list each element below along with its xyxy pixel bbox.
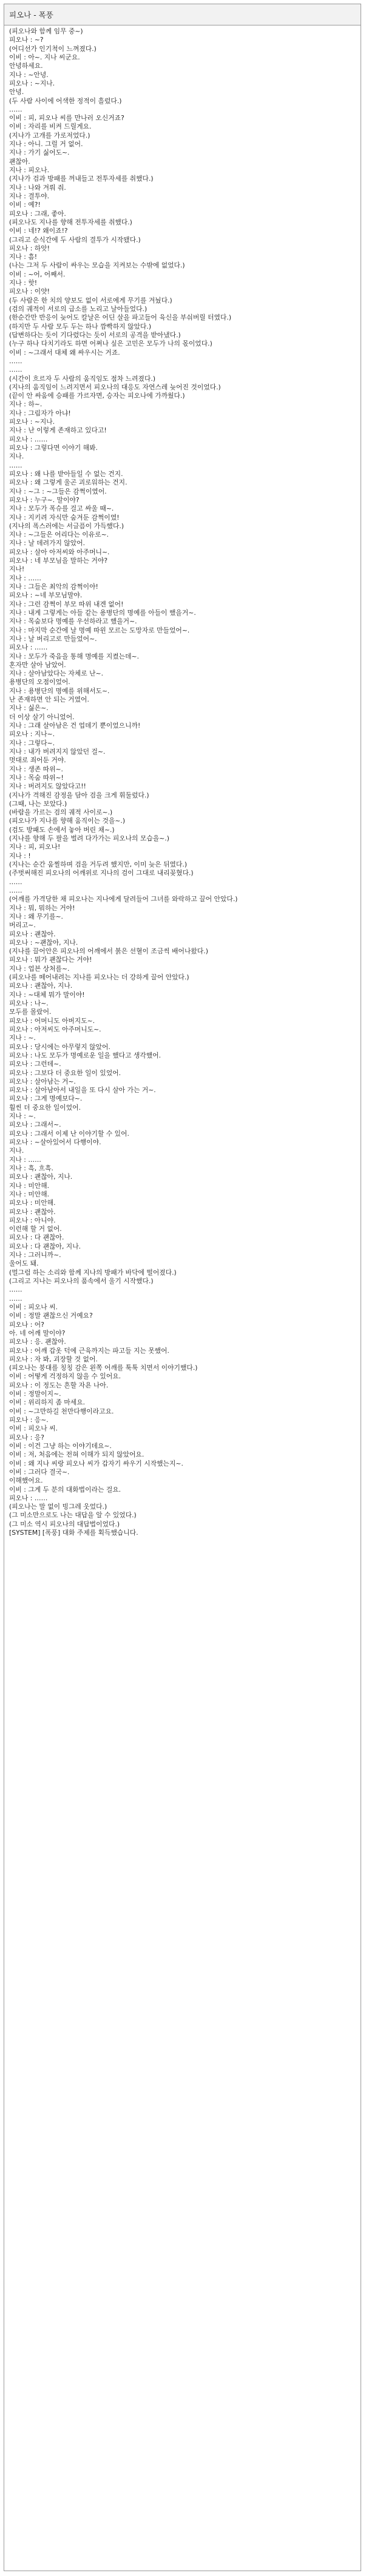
dialogue-line: 피오나 : 살아남는 거~. bbox=[9, 1077, 76, 1085]
dialogue-line: 지나 : 업븐 상처를~. bbox=[9, 964, 70, 973]
dialogue-line: 피오나 : 어머니도 아버지도~. bbox=[9, 1016, 95, 1025]
dialogue-line: 지나 : 그러니까~. bbox=[9, 1251, 61, 1259]
dialogue-line: 피오나 : 자 봐, 괴장할 것 없어. bbox=[9, 1355, 98, 1363]
dialogue-line: 이비 : 피, 피오나 씨를 만나러 오신거죠? bbox=[9, 114, 124, 122]
dialogue-line: 지나 : ! bbox=[9, 851, 31, 860]
dialogue-line: 모두를 몰랐어. bbox=[9, 1008, 52, 1016]
dialogue-body bbox=[4, 25, 361, 1537]
dialogue-line: 지나 : 그림자가 아냐! bbox=[9, 409, 71, 417]
dialogue-line: 피오나 : 그래서 이제 난 이야기할 수 있어. bbox=[9, 1129, 129, 1138]
dialogue-line: 이비 : 어떻게 걱정하지 않을 수 있어요. bbox=[9, 1372, 121, 1381]
dialogue-line: 피오나 : 다 괜찮아. bbox=[9, 1233, 64, 1242]
dialogue-line: (나는 그저 두 사람이 싸우는 모습을 지켜보는 수밖에 없었다.) bbox=[9, 261, 185, 270]
dialogue-line: 지나 : 그렇다~. bbox=[9, 739, 55, 747]
dialogue-line: 피오나 : …… bbox=[9, 435, 48, 443]
dialogue-line: 지나 : 버려지도 않았다고!! bbox=[9, 782, 86, 791]
dialogue-line: 지나 : ~그 : ~그들은 감쩍이였어. bbox=[9, 487, 107, 495]
dialogue-line: 피오나 : 아저씨도 아주머니도~. bbox=[9, 1025, 101, 1033]
dialogue-line: (바람을 가르는 검의 궤적 사이로~.) bbox=[9, 808, 113, 817]
dialogue-line: 이비 : 위리하지 좀 마세요. bbox=[9, 1398, 86, 1407]
dialogue-line: 지나 : 내가 버려지지 않았던 걸~. bbox=[9, 747, 106, 756]
dialogue-line: 지나 : 목숨 따위~! bbox=[9, 773, 64, 782]
dialogue-line: (멀그럼 하는 소리와 함께 지나의 방패가 바닥에 떨어졌다.) bbox=[9, 1268, 177, 1276]
dialogue-line: 이비 : 네!? 왜이죠!? bbox=[9, 227, 68, 235]
dialogue-line: 이비 : 정말 괜찮으신 거예요? bbox=[9, 1312, 93, 1320]
dialogue-line: 피오나 : 지나~. bbox=[9, 730, 55, 739]
dialogue-line: (지나가 고개를 가로저었다.) bbox=[9, 131, 90, 139]
dialogue-line: 피오나 : 이 정도는 흔할 자욘 나아. bbox=[9, 1381, 109, 1389]
dialogue-line: 지나 : 날 버리고로 만들었어~. bbox=[9, 634, 97, 643]
dialogue-line: 이비 : 그게 두 분의 대화법이라는 걸요. bbox=[9, 1485, 121, 1494]
dialogue-line: 피오나 : …… bbox=[9, 643, 48, 652]
dialogue-line: 피오나 : 어깨 갑옷 덕에 근육까지는 파고들 지는 못했어. bbox=[9, 1346, 169, 1355]
dialogue-line: 지나 : 결투야. bbox=[9, 192, 50, 200]
dialogue-line: 피오나 : 그런데~. bbox=[9, 1060, 61, 1068]
dialogue-line: 지나 : 모두가 폭슈를 걸고 싸울 때~. bbox=[9, 505, 114, 513]
dialogue-line: (검의 궤적이 서로의 급소를 노리고 날아들었다.) bbox=[9, 305, 147, 313]
dialogue-line: 용병단의 오점이었어. bbox=[9, 678, 70, 686]
dialogue-line: 지나 : …… bbox=[9, 574, 41, 582]
dialogue-line: (피오나는 말 없이 빙그레 웃었다.) bbox=[9, 1503, 107, 1511]
dialogue-line: 지나 : 마지막 순간에 날 명예 따윈 모르는 도망자로 만들었어~. bbox=[9, 626, 190, 634]
dialogue-line: 피오나 : 네 부모님을 말하는 거야? bbox=[9, 557, 108, 565]
dialogue-line: (그리고 지나는 피오나의 품속에서 울기 시작했다.) bbox=[9, 1277, 154, 1285]
dialogue-line: 피오나 : …… bbox=[9, 1494, 48, 1502]
dialogue-line: (지나의 폭스러에는 서글픔이 가득했다.) bbox=[9, 522, 124, 530]
dialogue-line: …… bbox=[9, 357, 22, 365]
dialogue-line: 이비 : 자리를 비켜 드릴게요. bbox=[9, 122, 92, 131]
dialogue-line: …… bbox=[9, 366, 22, 374]
dialogue-line: 지나 : 아니. 그럴 거 없어. bbox=[9, 140, 83, 149]
dialogue-line: (끝이 안 싸움에 승패를 가르자면, 승자는 피오나에 가까웠다.) bbox=[9, 392, 185, 400]
dialogue-line: 지나 : 그런 감쩍이 부모 따위 내겐 없어! bbox=[9, 600, 124, 608]
dialogue-line: (피오나가 지나를 향해 움직이는 것을~.) bbox=[9, 817, 126, 825]
dialogue-line: 안녕. bbox=[9, 88, 24, 96]
dialogue-line: (누구 하나 다치기라도 하면 어쩌나 싶은 고민은 모두가 나의 몫이었다.) bbox=[9, 340, 212, 348]
dialogue-line: 피오나 : ~지나. bbox=[9, 79, 55, 87]
dialogue-line: (주벗써해진 피오나의 어깨위로 지나의 검이 그대로 내리꽂혔다.) bbox=[9, 869, 194, 877]
dialogue-line: (두 사람은 한 치의 양보도 없이 서로에게 무기를 겨눴다.) bbox=[9, 296, 172, 304]
dialogue-panel bbox=[4, 4, 361, 2571]
dialogue-line: 지나 : 난 이렇게 존재하고 있다고! bbox=[9, 426, 107, 435]
dialogue-line: 지나 : ~안녕. bbox=[9, 70, 49, 79]
dialogue-line: (지나의 움직임이 느려지면서 피오나의 대응도 자연스레 늦어진 것이었다.) bbox=[9, 383, 221, 391]
dialogue-line: 피오나 : 괜찮아. bbox=[9, 930, 56, 938]
dialogue-line: 멋대로 죄어둔 거야. bbox=[9, 756, 66, 765]
dialogue-line: 피오나 : 왜 그렇게 울곤 괴로워하는 건지. bbox=[9, 478, 127, 487]
dialogue-line: …… bbox=[9, 886, 22, 894]
dialogue-line: 지나. bbox=[9, 452, 24, 461]
dialogue-line: 피오나 : 나도 모두가 명예로운 일을 했다고 생각했어. bbox=[9, 1051, 161, 1059]
dialogue-line: 이비 : 정말이지~. bbox=[9, 1390, 61, 1398]
dialogue-line: 이비 : 이건 그냥 하는 이야기데요~. bbox=[9, 1441, 112, 1450]
dialogue-line: 지나 : ~대체 뭐가 말이야! bbox=[9, 990, 85, 999]
dialogue-line: 울어도 돼. bbox=[9, 1259, 39, 1268]
dialogue-line: 지나 : ~. bbox=[9, 1112, 36, 1121]
dialogue-line: 지나 : 지키려 자식만 숨겨둔 감쩍이였! bbox=[9, 513, 120, 522]
dialogue-line: 피오나 : ~살아있어서 다행이야. bbox=[9, 1138, 101, 1146]
dialogue-line: 이비 : 그러다 결국~. bbox=[9, 1467, 70, 1476]
dialogue-line: (지나가 검과 방패를 꺼내들고 전투자세를 취했다.) bbox=[9, 175, 154, 183]
dialogue-line: 지나 : 목숨보다 명예를 우선하라고 했을거~. bbox=[9, 617, 137, 626]
dialogue-line: 피오나 : 응. 괜찮아. bbox=[9, 1338, 66, 1346]
dialogue-line: 버리고~. bbox=[9, 921, 36, 930]
dialogue-line: 이비 : 저, 처음에는 전혀 이해가 되지 않았어요. bbox=[9, 1451, 144, 1459]
dialogue-line: 지나 : 내게 그렇게는 아들 같는 용병단의 명예를 아들이 했을거~. bbox=[9, 608, 196, 617]
dialogue-line: 지나 : ~. bbox=[9, 1034, 36, 1042]
dialogue-line: 피오나 : 그게 명예보다~. bbox=[9, 1095, 83, 1103]
dialogue-line: 이비 : ~그래서 대체 왜 싸우시는 거죠. bbox=[9, 348, 120, 357]
dialogue-line: 이비 : 왜 지나 씨랑 피오나 씨가 갑자기 싸우기 시작했는지~. bbox=[9, 1459, 183, 1467]
dialogue-line: 이비 : 아~. 지나 씨군요. bbox=[9, 53, 80, 61]
dialogue-line: 피오나 : ~지나. bbox=[9, 418, 55, 426]
dialogue-line: 지나 : 왜 무기를~. bbox=[9, 912, 63, 921]
dialogue-line: (그 미소 역시 피오나의 대답법이었다.) bbox=[9, 1520, 120, 1528]
dialogue-line: (지나를 끌어안은 피오나의 어깨에서 붉은 선혈이 조금씩 배어나왔다.) bbox=[9, 947, 208, 956]
dialogue-line: 이비 : ~그만하길 천만다행이라고요. bbox=[9, 1407, 114, 1415]
dialogue-line: 혼자만 살아 남았어. bbox=[9, 660, 66, 669]
dialogue-line: 피오나 : ~괜찮아, 지나. bbox=[9, 938, 78, 947]
dialogue-line: 지나 : 그들은 최악의 감쩍이야! bbox=[9, 583, 98, 591]
dialogue-line: 지나 : ~그들은 어리다는 이유로~. bbox=[9, 531, 109, 539]
dialogue-line: 피오나 : 왜 나를 받아들일 수 없는 건지. bbox=[9, 469, 123, 478]
dialogue-line: (그때, 나는 보았다.) bbox=[9, 799, 67, 808]
dialogue-line: 피오나 : 그래, 좋아. bbox=[9, 209, 66, 218]
dialogue-line: 지나 : 모두가 죽음을 통해 명예를 지켰는데~. bbox=[9, 652, 140, 660]
dialogue-line: (하지만 두 사람 모두 두는 하나 깜빡하지 않았다.) bbox=[9, 322, 152, 330]
dialogue-line: 훨씬 더 중요한 일이었어. bbox=[9, 1103, 81, 1112]
dialogue-line: 지나 : 하~. bbox=[9, 400, 42, 409]
dialogue-line: 이비 : 예?! bbox=[9, 201, 41, 209]
dialogue-line: …… bbox=[9, 461, 22, 469]
dialogue-line: (시간이 흐르자 두 사람의 움직임도 점차 느려졌다.) bbox=[9, 374, 156, 383]
dialogue-line: 지나. bbox=[9, 1147, 24, 1155]
dialogue-line: 이해했어요. bbox=[9, 1477, 43, 1485]
dialogue-line: 지나 : 싫은~. bbox=[9, 704, 49, 713]
dialogue-line: …… bbox=[9, 105, 22, 113]
dialogue-line: (답변하다는 듯이 기다렸다는 듯이 서로의 공격을 받아냈다.) bbox=[9, 330, 181, 339]
dialogue-line: …… bbox=[9, 877, 22, 886]
dialogue-line: 피오나 : 어? bbox=[9, 1320, 44, 1329]
dialogue-line: 지나 : …… bbox=[9, 1155, 41, 1164]
dialogue-line: 지나 : 미안해. bbox=[9, 1190, 50, 1198]
dialogue-line: 피오나 : 그보다 더 중요한 일이 있었어. bbox=[9, 1068, 121, 1077]
dialogue-line: 지나 : 살아남았다는 자체로 난~. bbox=[9, 669, 104, 678]
dialogue-line: 지나 : 나와 겨뤄 줘. bbox=[9, 183, 66, 192]
dialogue-line: 피오나 : 괜찮아, 지나. bbox=[9, 982, 73, 990]
dialogue-line: (지나는 순간 움찔하며 검을 거두려 했지만, 이미 늦은 뒤였다.) bbox=[9, 860, 188, 868]
dialogue-line: 지나 : 그래 살아남은 건 업데기 뿐이었으니까! bbox=[9, 722, 141, 730]
dialogue-line: 피오나 : 다 괜찮아, 지나. bbox=[9, 1242, 81, 1250]
dialogue-line: 피오나 : 미안해. bbox=[9, 1199, 56, 1207]
dialogue-title: 피오나 - 폭풍 bbox=[4, 4, 361, 25]
dialogue-line: 지나 : 날 데려가지 않았어. bbox=[9, 539, 86, 548]
dialogue-line: (지나를 향해 두 팔을 벌려 다가가는 피오나의 모습을~.) bbox=[9, 834, 169, 843]
dialogue-line: (피오나는 붕대를 칭칭 감은 왼쪽 어깨를 툭툭 치면서 이야기했다.) bbox=[9, 1364, 198, 1372]
dialogue-line: 피오나 : 살아남아서 내일을 또 다시 살아 가는 거~. bbox=[9, 1086, 156, 1095]
dialogue-line: 안녕하세요. bbox=[9, 62, 43, 70]
dialogue-line: 이비 : 피오나 씨. bbox=[9, 1424, 58, 1433]
dialogue-line: 지나 : 가기 싫어도~. bbox=[9, 149, 70, 157]
dialogue-line: 이비 : 피오나 씨. bbox=[9, 1303, 58, 1311]
dialogue-line: 피오나 : 하앗! bbox=[9, 244, 50, 252]
dialogue-line: 아. 네 어깨 말이야? bbox=[9, 1329, 66, 1337]
dialogue-line: 피오나 : 당시에는 아무렇지 않았어. bbox=[9, 1042, 110, 1051]
dialogue-line: 피오나 : 이얏! bbox=[9, 287, 50, 296]
dialogue-line: 피오나 : 살아 아저씨와 아주머니~. bbox=[9, 548, 110, 556]
dialogue-line: 피오나 : 나~. bbox=[9, 999, 49, 1007]
dialogue-line: [SYSTEM] [폭풍] 대화 주제를 획득했습니다. bbox=[9, 1529, 138, 1537]
dialogue-line: 피오나 : 괜찮아. bbox=[9, 1207, 56, 1216]
dialogue-line: (피오나도 지나를 향해 전투자세를 취했다.) bbox=[9, 218, 132, 226]
dialogue-line: (두 사람 사이에 어색한 정적이 흘렀다.) bbox=[9, 96, 122, 105]
dialogue-line: 피오나 : 응~. bbox=[9, 1416, 49, 1424]
dialogue-line: …… bbox=[9, 1294, 22, 1303]
dialogue-line: 피오나 : 그렇다면 이야기 해봐. bbox=[9, 444, 98, 452]
dialogue-line: (그 미소만으로도 나는 대답을 알 수 있었다.) bbox=[9, 1511, 137, 1520]
dialogue-line: 지나! bbox=[9, 565, 25, 574]
dialogue-line: 피오나 : 뭐가 괜찮다는 거야! bbox=[9, 956, 92, 964]
dialogue-line: 이런해 할 거 없어. bbox=[9, 1225, 62, 1233]
dialogue-line: (한순간만 반응이 늦어도 칼날은 어딘 살을 파고들어 육신을 부숴버릴 터였다.) bbox=[9, 314, 232, 322]
dialogue-line: (어디선가 인기척이 느껴졌다.) bbox=[9, 44, 97, 53]
dialogue-line: 피오나 : 누구~. 말이야? bbox=[9, 495, 80, 504]
dialogue-line: 더 이상 살기 아니었어. bbox=[9, 713, 75, 721]
dialogue-line: 지나 : 용병단의 명예를 위해서도~. bbox=[9, 686, 110, 695]
dialogue-line: 피오나 : 그래서~. bbox=[9, 1121, 61, 1129]
dialogue-line: (피오나를 떼어내려는 지나를 피오나는 더 강하게 끌어 안았다.) bbox=[9, 973, 189, 982]
dialogue-line: (지나가 격해진 감정을 담아 검을 크게 휘둘렀다.) bbox=[9, 791, 149, 799]
dialogue-line: (어깨를 가격당한 채 피오나는 지나에게 달려들어 그녀를 와락하고 끌어 안았다.) bbox=[9, 895, 238, 904]
dialogue-line: 이비 : ~어, 어째서. bbox=[9, 270, 66, 278]
dialogue-line: (그리고 순식간에 두 사람의 결투가 시작됐다.) bbox=[9, 235, 141, 244]
dialogue-line: 지나 : 생존 따위~. bbox=[9, 765, 63, 773]
dialogue-line: 지나 : 흑, 흐흑. bbox=[9, 1164, 53, 1172]
dialogue-line: 지나 : 흠! bbox=[9, 253, 38, 261]
dialogue-line: 지나 : 핫! bbox=[9, 279, 38, 287]
dialogue-line: …… bbox=[9, 1286, 22, 1294]
dialogue-line: 피오나 : ~네 부모님말야. bbox=[9, 591, 83, 600]
dialogue-line: 지나 : 뭐, 뭐하는 거야! bbox=[9, 904, 75, 912]
dialogue-line: 지나 : 피오나. bbox=[9, 166, 50, 174]
dialogue-line: 피오나 : ~? bbox=[9, 36, 44, 44]
dialogue-line: 피오나 : 아니야. bbox=[9, 1216, 56, 1224]
dialogue-line: 지나 : 피, 피오나! bbox=[9, 843, 61, 851]
dialogue-line: 피오나 : 괜찮아, 지나. bbox=[9, 1173, 73, 1181]
dialogue-line: (피오나와 함께 임무 중~) bbox=[9, 27, 83, 35]
dialogue-line: (검도 방패도 손에서 놓아 버린 채~.) bbox=[9, 825, 115, 834]
dialogue-line: 난 존재하면 안 되는 거였어. bbox=[9, 696, 89, 704]
dialogue-line: 지나 : 미안해. bbox=[9, 1181, 50, 1190]
dialogue-line: 괜찮아. bbox=[9, 157, 30, 166]
dialogue-line: 피오나 : 응? bbox=[9, 1433, 44, 1441]
